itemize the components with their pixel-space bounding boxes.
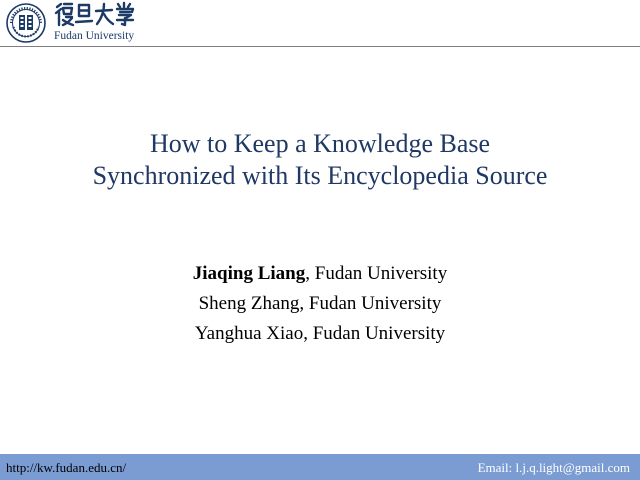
header-divider [0, 46, 640, 47]
author-affiliation: , Fudan University [299, 293, 442, 314]
fudan-calligraphy-logo [54, 1, 136, 27]
university-seal-icon [6, 3, 46, 43]
slide-footer [0, 454, 640, 480]
author-line [0, 289, 640, 319]
author-line [0, 319, 640, 349]
slide-title [0, 128, 640, 192]
author-name: Sheng Zhang [198, 293, 300, 314]
author-line [0, 259, 640, 289]
author-list [0, 259, 640, 349]
slide-header [0, 0, 640, 48]
logo-english-name: Fudan University [54, 30, 135, 42]
footer-url-link[interactable]: http://kw.fudan.edu.cn/ [6, 460, 127, 475]
author-name: Jiaqing Liang [192, 263, 306, 284]
title-line-2: Synchronized with Its Encyclopedia Source [92, 161, 548, 190]
author-name: Yanghua Xiao [194, 323, 304, 344]
author-affiliation: , Fudan University [305, 263, 448, 284]
author-affiliation: , Fudan University [303, 323, 446, 344]
title-line-1: How to Keep a Knowledge Base [149, 129, 491, 158]
footer-email[interactable]: Email: l.j.q.light@gmail.com [477, 460, 630, 475]
